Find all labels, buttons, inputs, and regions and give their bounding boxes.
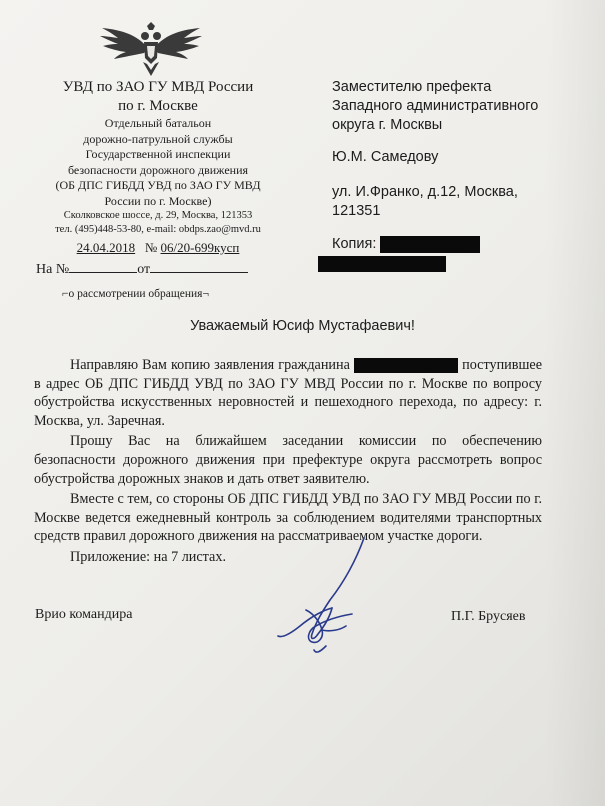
recipient-address-line: 121351 bbox=[332, 203, 381, 219]
handwritten-signature bbox=[260, 530, 400, 660]
sender-unit-line: России по г. Москве) bbox=[104, 193, 212, 208]
signatory-position: Врио командира bbox=[35, 607, 133, 622]
sender-org-name: УВД по ЗАО ГУ МВД России bbox=[62, 79, 254, 95]
reply-reference bbox=[36, 260, 248, 278]
sender-unit-line: Отдельный батальон bbox=[104, 116, 212, 130]
paragraph-3: Вместе с тем, со стороны ОБ ДПС ГИБДД УВД по ЗАО ГУ МВД России по г. Москве ведется ежедневный контроль за соблюдением водителями транспортных средств правил дорожного движения на рассматриваемом участке дороги. bbox=[34, 491, 542, 545]
copy-label: Копия: bbox=[332, 236, 377, 252]
redaction-box bbox=[380, 236, 480, 253]
sender-org-city: по г. Москве bbox=[118, 98, 198, 114]
subject-line bbox=[62, 288, 209, 300]
sender-unit-line: (ОБ ДПС ГИБДД УВД по ЗАО ГУ МВД bbox=[55, 178, 261, 192]
sender-unit-line: дорожно-патрульной службы bbox=[83, 131, 233, 146]
subject-bracket-right: ¬ bbox=[202, 288, 209, 300]
reply-from-label: от bbox=[137, 262, 151, 277]
registration-line bbox=[28, 240, 288, 256]
greeting: Уважаемый Юсиф Мустафаевич! bbox=[190, 318, 415, 334]
sender-unit-line: Государственной инспекции bbox=[85, 147, 231, 161]
recipient-address-line: ул. И.Франко, д.12, Москва, bbox=[332, 184, 518, 200]
number-sign: № bbox=[144, 240, 158, 255]
reply-date-blank bbox=[150, 260, 248, 273]
redaction-box bbox=[354, 358, 458, 373]
document-number: 06/20-699кусп bbox=[160, 240, 240, 255]
recipient-name: Ю.М. Самедову bbox=[332, 149, 439, 165]
sender-block bbox=[28, 78, 288, 256]
sender-contacts: тел. (495)448-53-80, e-mail: obdps.zao@mvd.ru bbox=[55, 224, 261, 235]
recipient-line: округа г. Москвы bbox=[332, 117, 443, 133]
subject-bracket-left: ⌐ bbox=[62, 288, 69, 300]
redaction-box bbox=[318, 256, 446, 272]
reply-number-blank bbox=[69, 260, 137, 273]
sender-address: Сколковское шоссе, д. 29, Москва, 121353 bbox=[63, 210, 253, 221]
document-date: 24.04.2018 bbox=[76, 240, 136, 255]
recipient-line: Западного административного bbox=[332, 98, 539, 114]
sender-unit-line: безопасности дорожного движения bbox=[67, 162, 249, 177]
paragraph-2: Прошу Вас на ближайшем заседании комиссии по обеспечению безопасности дорожного движения при префектуре округа рассмотреть вопрос обустройства дорожных знаков и дать ответ заявителю. bbox=[34, 433, 542, 487]
reply-number-label: На № bbox=[36, 262, 70, 277]
paragraph-1-rest: поступившее в адрес ОБ ДПС ГИБДД УВД по ЗАО ГУ МВД России по г. Москве по вопросу обустройства искусственных неровностей и пешеходного перехода, по адресу: г. Москва, ул. Заречная. bbox=[34, 357, 542, 429]
paragraph-1 bbox=[34, 356, 542, 430]
double-headed-eagle-emblem bbox=[98, 22, 204, 78]
attachment-line: Приложение: на 7 листах. bbox=[70, 548, 226, 565]
recipient-line: Заместителю префекта bbox=[332, 79, 492, 95]
signatory-name: П.Г. Брусяев bbox=[451, 609, 526, 624]
paragraph-1-start: Направляю Вам копию заявления гражданина bbox=[70, 357, 350, 373]
subject-text: о рассмотрении обращения bbox=[68, 288, 203, 300]
